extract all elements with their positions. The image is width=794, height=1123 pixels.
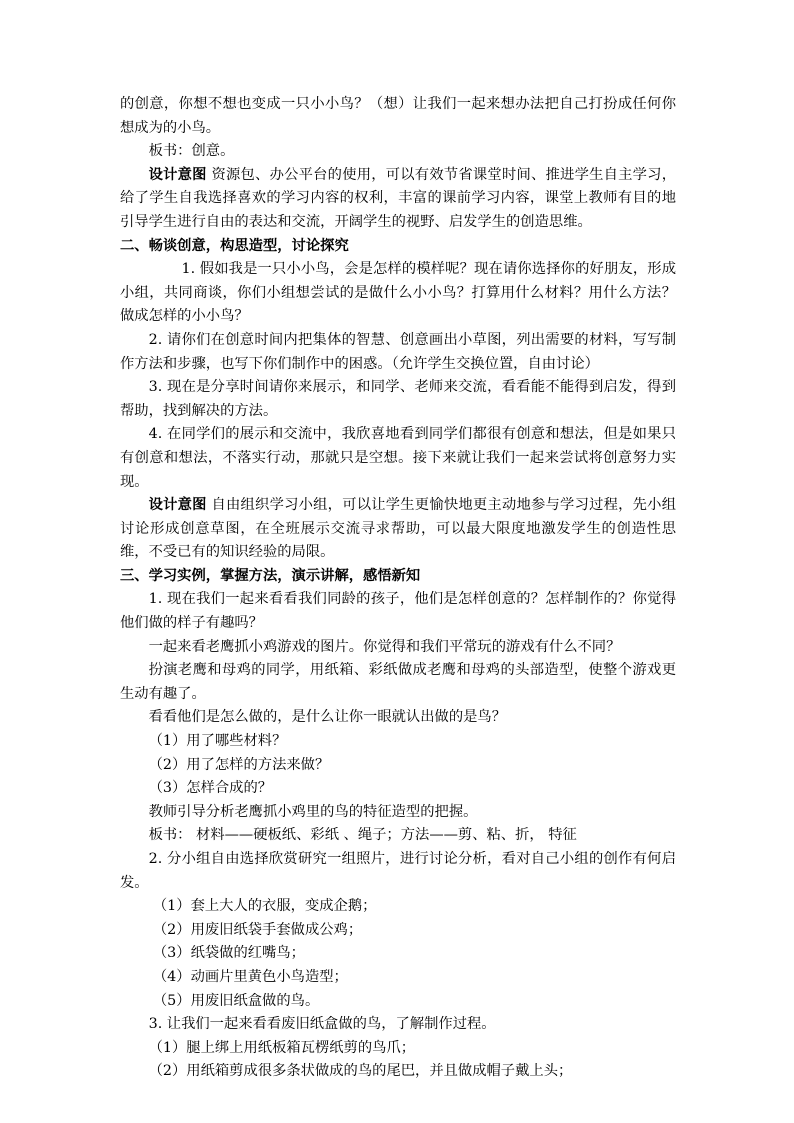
- photo-item-4: （4）动画片里黄色小鸟造型；: [152, 968, 348, 985]
- list-item-3-1: 1. 现在我们一起来看看我们同龄的孩子，他们是怎样创意的？怎样制作的？你觉得他们做的样子有趣吗？: [120, 591, 676, 632]
- design-intent-label: 设计意图: [148, 497, 207, 514]
- paragraph-eagle-roles: 扮演老鹰和母鸡的同学，用纸箱、彩纸做成老鹰和母鸡的头部造型，使整个游戏更生动有趣了。: [120, 662, 676, 702]
- section-heading-2: 二、畅谈创意，构思造型，讨论探究: [120, 237, 349, 254]
- list-item-2-4: 4. 在同学们的展示和交流中，我欣喜地看到同学们都很有创意和想法，但是如果只有创意和想法，不落实行动，那就只是空想。接下来就让我们一起来尝试将创意努力实现。: [120, 426, 676, 490]
- paragraph-board-note-materials: 板书： 材料——硬板纸、彩纸 、绳子；方法——剪、粘、折， 特征: [148, 827, 577, 844]
- photo-item-5: （5）用废旧纸盒做的鸟。: [152, 992, 320, 1009]
- design-intent-text: 自由组织学习小组，可以让学生更愉快地更主动地参与学习过程，先小组讨论形成创意草图，在全班展示交流寻求帮助，可以最大限度地激发学生的创造性思维，不受已有的知识经验的局限。: [120, 497, 677, 561]
- paragraph-teacher-guide: 教师引导分析老鹰抓小鸡里的鸟的特征造型的把握。: [148, 803, 478, 820]
- paragraph-intro: 的创意，你想不想也变成一只小小鸟？（想）让我们一起来想办法把自己打扮成任何你想成为的小鸟。: [120, 96, 676, 136]
- section-heading-3: 三、学习实例，掌握方法，演示讲解，感悟新知: [120, 567, 421, 584]
- design-intent-text: 资源包、办公平台的使用，可以有效节省课堂时间、推进学生自主学习，给了学生自我选择喜欢的学习内容的权利，丰富的课前学习内容，课堂上教师有目的地引导学生进行自由的表达和交流，开阔学生的视野、启发学生的创造思维。: [120, 166, 677, 230]
- question-item-2: （2）用了怎样的方法来做？: [148, 756, 330, 773]
- list-item-3-3: 3. 让我们一起来看看废旧纸盒做的鸟，了解制作过程。: [148, 1016, 496, 1033]
- paragraph-how-made: 看看他们是怎么做的，是什么让你一眼就认出做的是鸟？: [148, 709, 507, 726]
- photo-item-3: （3）纸袋做的红嘴鸟；: [152, 945, 305, 962]
- process-item-2: （2）用纸箱剪成很多条状做成的鸟的尾巴，并且做成帽子戴上头；: [148, 1063, 573, 1080]
- photo-item-1: （1）套上大人的衣服，变成企鹅；: [152, 898, 377, 915]
- paragraph-design-intent-2: [120, 494, 676, 565]
- question-item-3: （3）怎样合成的？: [148, 780, 273, 797]
- list-item-2-1: 1. 假如我是一只小小鸟，会是怎样的模样呢？现在请你选择你的好朋友，形成小组，共同商谈，你们小组想尝试的是做什么小小鸟？打算用什么材料？用什么方法？做成怎样的小小鸟？: [120, 261, 676, 325]
- document-body: [120, 93, 676, 1084]
- question-item-1: （1）用了哪些材料？: [148, 733, 287, 750]
- design-intent-label: 设计意图: [148, 166, 207, 183]
- list-item-2-3: 3. 现在是分享时间请你来展示，和同学、老师来交流，看看能不能得到启发，得到帮助，找到解决的方法。: [120, 379, 676, 419]
- photo-item-2: （2）用废旧纸袋手套做成公鸡；: [152, 921, 363, 938]
- list-item-2-2: 2. 请你们在创意时间内把集体的智慧、创意画出小草图，列出需要的材料，写写制作方法和步骤，也写下你们制作中的困惑。（允许学生交换位置，自由讨论）: [120, 331, 676, 372]
- process-item-1: （1）腿上绑上用纸板箱瓦楞纸剪的鸟爪；: [148, 1039, 416, 1056]
- list-item-3-2: 2. 分小组自由选择欣赏研究一组照片，进行讨论分析，看对自己小组的创作有何启发。: [120, 851, 676, 891]
- paragraph-design-intent-1: [120, 164, 676, 235]
- paragraph-eagle-game: 一起来看老鹰抓小鸡游戏的图片。你觉得和我们平常玩的游戏有什么不同？: [148, 638, 621, 655]
- paragraph-board-note-creativity: 板书：创意。: [148, 143, 235, 160]
